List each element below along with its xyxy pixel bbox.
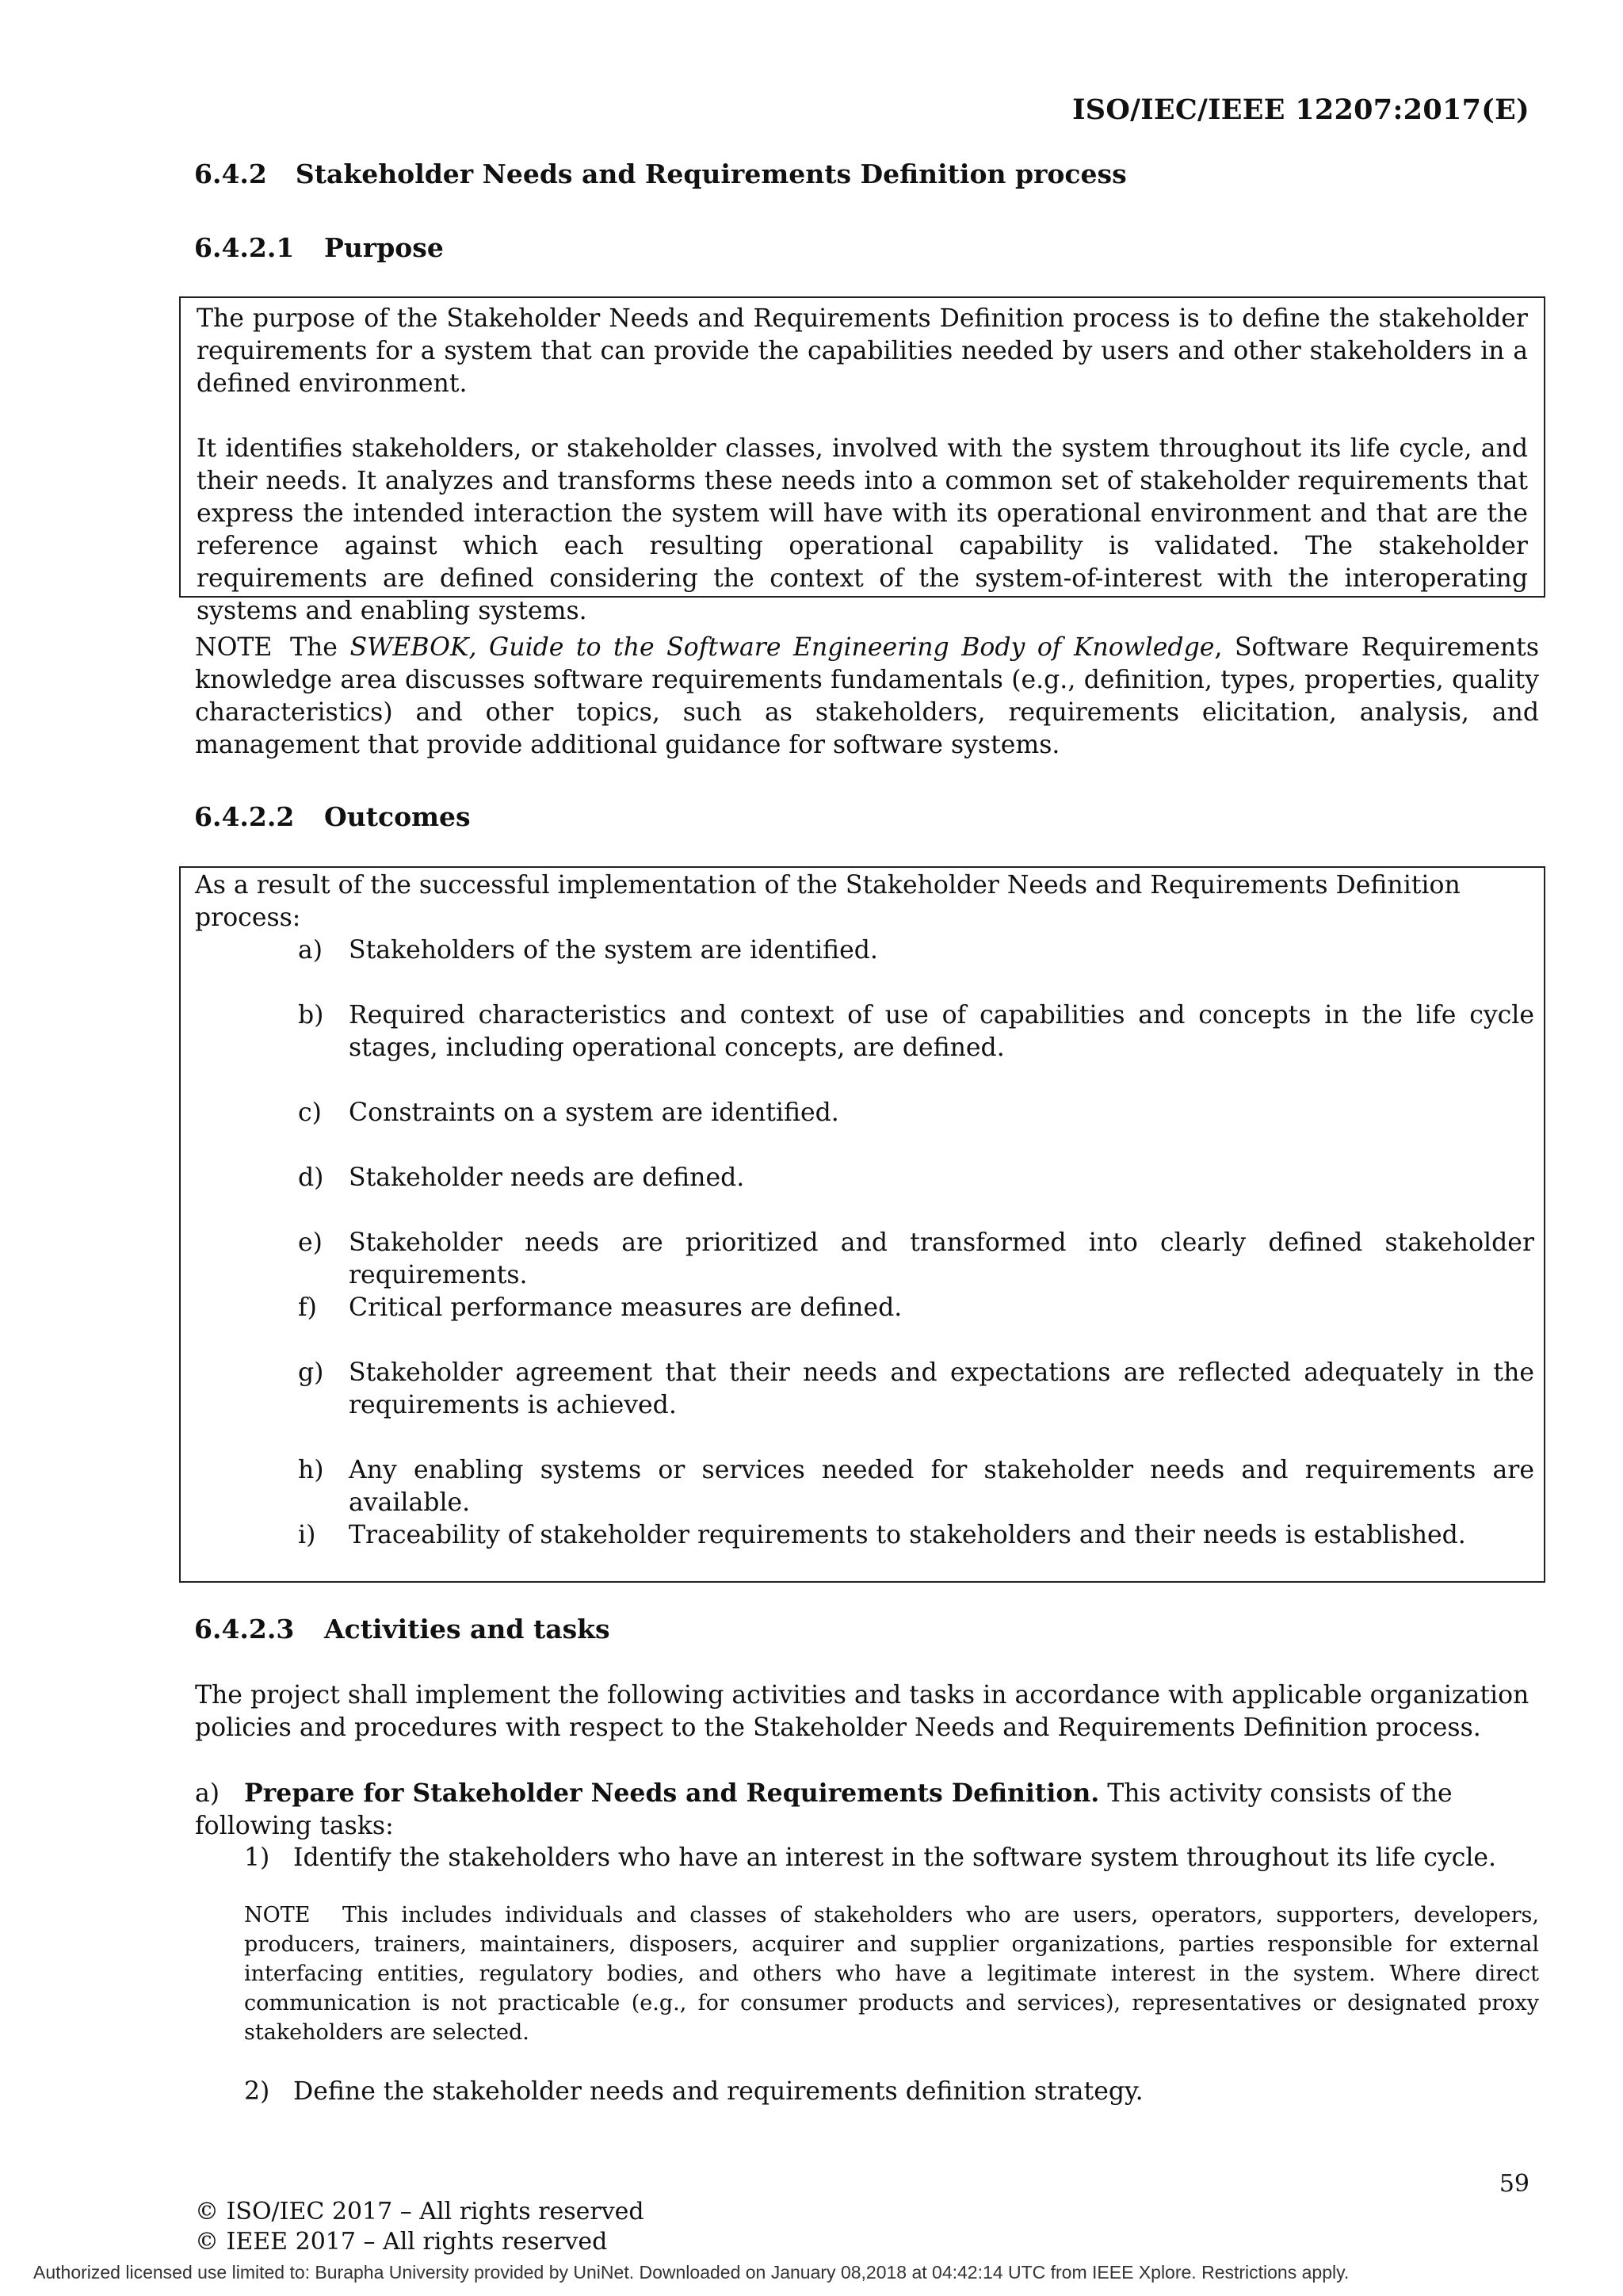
task-2-label: 2) bbox=[244, 2077, 270, 2106]
outcome-text: Stakeholder agreement that their needs and expectations are reflected adequately in the requirements is achieved. bbox=[349, 1358, 1534, 1419]
copyright-iso: © ISO/IEC 2017 – All rights reserved bbox=[195, 2198, 644, 2225]
purpose-number: 6.4.2.1 bbox=[194, 232, 295, 263]
task-1-label: 1) bbox=[244, 1843, 270, 1872]
task-2-text: Define the stakeholder needs and requirements definition strategy. bbox=[293, 2077, 1144, 2106]
standard-identifier: ISO/IEC/IEEE 12207:2017(E) bbox=[1072, 94, 1529, 126]
task-1-text: Identify the stakeholders who have an interest in the software system throughout its life cycle. bbox=[293, 1843, 1497, 1872]
outcomes-intro: As a result of the successful implementation of the Stakeholder Needs and Requirements Definition process: bbox=[195, 871, 1461, 932]
purpose-paragraph-2: It identifies stakeholders, or stakeholder classes, involved with the system throughout its life cycle, and their needs. It analyzes and transforms these needs into a common set of stakeholder requirements that express the intended interaction the system will have with its operational environment and that are the reference against which each resulting operational capability is validated. The stakeholder requirements are defined considering the context of the system-of-interest with the interoperating systems and enabling systems. bbox=[197, 434, 1528, 625]
outcome-label: f) bbox=[298, 1293, 317, 1322]
outcome-text: Constraints on a system are identified. bbox=[349, 1098, 839, 1127]
section-heading bbox=[194, 159, 1127, 189]
activity-a-title: Prepare for Stakeholder Needs and Requirements Definition. bbox=[244, 1778, 1100, 1808]
page-number: 59 bbox=[1499, 2170, 1529, 2198]
outcome-label: b) bbox=[298, 1001, 324, 1030]
task-2 bbox=[244, 2076, 1544, 2108]
section-title: Stakeholder Needs and Requirements Definition process bbox=[295, 159, 1127, 189]
task-1-note bbox=[244, 1901, 1539, 2047]
outcome-text: Stakeholders of the system are identified. bbox=[349, 936, 878, 965]
purpose-heading bbox=[194, 232, 444, 263]
outcomes-number: 6.4.2.2 bbox=[194, 801, 295, 832]
activities-title: Activities and tasks bbox=[324, 1614, 610, 1645]
outcome-text: Critical performance measures are defined. bbox=[349, 1293, 903, 1322]
outcome-text: Any enabling systems or services needed for stakeholder needs and requirements are available. bbox=[349, 1456, 1534, 1517]
outcome-text: Traceability of stakeholder requirements to stakeholders and their needs is established. bbox=[349, 1521, 1466, 1549]
task-1-note-label: NOTE bbox=[244, 1903, 311, 1927]
outcome-label: c) bbox=[298, 1098, 322, 1127]
activities-heading bbox=[194, 1614, 610, 1645]
outcome-text: Stakeholder needs are prioritized and transformed into clearly defined stakeholder requirements. bbox=[349, 1228, 1534, 1289]
note-pre: The bbox=[290, 633, 350, 662]
activity-a-rest: This activity consists of the following tasks: bbox=[195, 1779, 1453, 1840]
outcome-label: e) bbox=[298, 1228, 323, 1257]
purpose-paragraph-1: The purpose of the Stakeholder Needs and Requirements Definition process is to define the stakeholder requirements for a system that can provide the capabilities needed by users and other stakeholders in a defined environment. bbox=[197, 304, 1528, 398]
section-number: 6.4.2 bbox=[194, 159, 267, 189]
swebok-note bbox=[195, 632, 1539, 762]
task-1-note-text: This includes individuals and classes of stakeholders who are users, operators, supporters, developers, producers, trainers, maintainers, disposers, acquirer and supplier organizations, parties responsible for external interfacing entities, regulatory bodies, and others who have a legitimate interest in the system. Where direct communication is not practicable (e.g., for consumer products and services), representatives or designated proxy stakeholders are selected. bbox=[244, 1903, 1539, 2045]
outcome-label: d) bbox=[298, 1163, 324, 1192]
copyright-ieee: © IEEE 2017 – All rights reserved bbox=[195, 2228, 608, 2256]
note-italic-title: SWEBOK, Guide to the Software Engineering Body of Knowledge bbox=[349, 633, 1215, 662]
outcome-text: Stakeholder needs are defined. bbox=[349, 1163, 745, 1192]
outcome-label: h) bbox=[298, 1456, 324, 1484]
license-notice: Authorized licensed use limited to: Burapha University provided by UniNet. Downloaded on January 08,2018 at 04:42:14 UTC from IEEE Xplore. Restrictions apply. bbox=[33, 2262, 1350, 2283]
purpose-box bbox=[179, 296, 1545, 625]
outcome-label: g) bbox=[298, 1358, 324, 1387]
outcome-label: i) bbox=[298, 1521, 316, 1549]
note-post: , Software Requirements knowledge area discusses software requirements fundamentals (e.g., definition, types, properties, quality characteristics) and other topics, such as stakeholders, requirements elicitation, analysis, and management that provide additional guidance for software systems. bbox=[195, 633, 1539, 759]
task-1 bbox=[244, 1842, 1544, 1874]
purpose-title: Purpose bbox=[324, 232, 444, 263]
outcomes-heading bbox=[194, 801, 471, 832]
outcome-text: Required characteristics and context of use of capabilities and concepts in the life cycle stages, including operational concepts, are defined. bbox=[349, 1001, 1534, 1062]
activities-number: 6.4.2.3 bbox=[194, 1614, 295, 1645]
activity-a-label: a) bbox=[195, 1779, 220, 1808]
note-label: NOTE bbox=[195, 633, 273, 662]
outcome-label: a) bbox=[298, 936, 323, 965]
outcomes-title: Outcomes bbox=[324, 801, 471, 832]
activity-a bbox=[195, 1777, 1542, 1843]
activities-intro: The project shall implement the following activities and tasks in accordance with applicable organization policies and procedures with respect to the Stakeholder Needs and Requirements Definition process. bbox=[195, 1681, 1529, 1742]
